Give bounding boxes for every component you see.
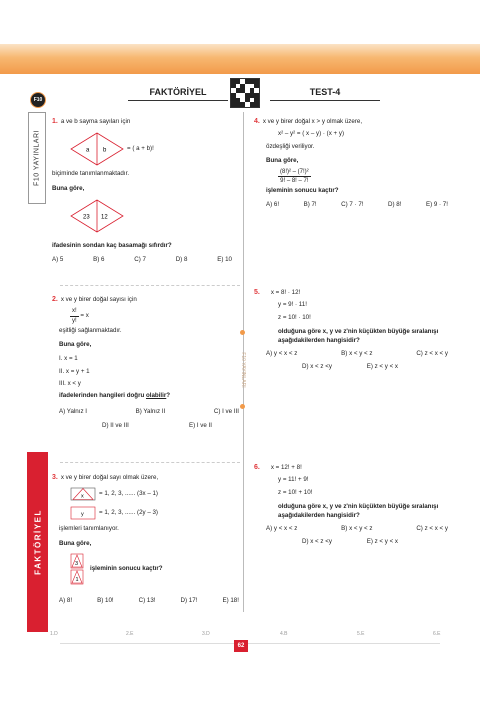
footer-line xyxy=(60,643,440,644)
svg-text:a: a xyxy=(86,147,90,154)
separator xyxy=(60,462,240,463)
option-b[interactable]: B) Yalnız II xyxy=(135,407,166,415)
rhombus-expression-icon xyxy=(70,199,124,233)
option-c[interactable]: C) z < x < y xyxy=(416,524,448,532)
fraction: $\frac{x!}{y!}$ xyxy=(72,308,77,324)
question-5: 5. x = 8! · 12! y = 9! · 11! z = 10! · 10! olduğuna göre x, y ve z'nin küçükten büyüğe sıralanışı aşağıdakilerden hangisidir? A) y < x < z B) x < y < z C) z < x < y D) x < z <y E) z < y < x xyxy=(254,289,448,371)
rhombus-operator-icon xyxy=(70,132,124,166)
svg-text:b: b xyxy=(103,147,107,154)
statement-2: II. x = y + 1 xyxy=(59,367,90,375)
question-3: 3. x ve y birer doğal sayı olmak üzere, x = 1, 2, 3, ...... (3x – 1) y = 1, 2, 3, ...... (2y – 3) işlemleri tanımlanıyor. Buna göre, 3 1 işleminin sonucu kaçtır? A) 8! B) 10! C) 13! D) 17! E) 18! xyxy=(52,474,239,605)
separator xyxy=(60,285,240,286)
side-topic-tab: FAKTÖRİYEL xyxy=(27,452,48,632)
option-e[interactable]: E) I ve II xyxy=(188,422,212,430)
svg-text:1: 1 xyxy=(75,577,79,584)
option-e[interactable]: E) z < y < x xyxy=(366,363,398,371)
option-e[interactable]: E) 9 · 7! xyxy=(425,201,448,209)
svg-text:x: x xyxy=(81,493,84,500)
svg-text:12: 12 xyxy=(101,214,108,221)
question-1: 1. a ve b sayma sayıları için a b = ( a + b)! biçiminde tanımlanmaktadır. Buna göre, 23 12 ifadesinin sondan kaç basamağı sıfırdır? A) 5 B) 6 C) 7 D) 8 E) 10 xyxy=(52,118,232,263)
option-e[interactable]: E) z < y < x xyxy=(366,538,398,546)
answer-key-3: 3.D xyxy=(202,631,210,637)
option-d[interactable]: D) II ve III xyxy=(102,422,129,430)
question-2: 2. x ve y birer doğal sayısı için $\frac{x!}{y!}$ = x eşitliği sağlanmaktadır. Buna göre, I. x = 1 II. x = y + 1 III. x < y ifadelerinden hangileri doğru olabilir? A) Yalnız I B) Yalnız II C) I ve III D) II ve III E) I ve II xyxy=(52,296,239,430)
answer-key-6: 6.E xyxy=(433,631,441,637)
nested-operator-icon xyxy=(70,553,84,585)
svg-text:3: 3 xyxy=(75,561,79,568)
answer-key-5: 5.E xyxy=(357,631,365,637)
center-publisher-mark: F10 YAYINLARI xyxy=(238,330,248,410)
question-4: 4. x ve y birer doğal x > y olmak üzere, x² – y² = ( x – y) · (x + y) özdeşliği veriliyor. Buna göre, $\frac{\text{(8!)² – (7!)²}}{9! - 8! - 7!}$ işleminin sonucu kaçtır? A) 6! B) 7! C) 7 · 7! D) 8! E) 9 · 7! xyxy=(254,118,448,209)
option-a[interactable]: A) Yalnız I xyxy=(59,407,87,415)
triangle-operator-icon xyxy=(70,487,96,501)
option-d[interactable]: D) x < z <y xyxy=(302,363,332,371)
answer-key-2: 2.E xyxy=(126,631,134,637)
option-d[interactable]: D) 17! xyxy=(180,597,198,605)
option-d[interactable]: D) x < z <y xyxy=(302,538,332,546)
option-a[interactable]: A) 8! xyxy=(59,597,73,605)
option-b[interactable]: B) 10! xyxy=(97,597,114,605)
option-e[interactable]: E) 18! xyxy=(222,597,239,605)
publisher-vertical-label: F10 YAYINLARI xyxy=(28,112,46,204)
page-title: FAKTÖRİYEL xyxy=(128,87,228,101)
option-e[interactable]: E) 10 xyxy=(217,255,232,263)
option-a[interactable]: A) 5 xyxy=(52,255,64,263)
top-color-band xyxy=(0,44,480,74)
svg-text:23: 23 xyxy=(83,214,90,221)
test-title: TEST-4 xyxy=(270,87,380,101)
answer-key-1: 1.D xyxy=(50,631,58,637)
option-d[interactable]: D) 8 xyxy=(175,255,188,263)
option-c[interactable]: C) 7 xyxy=(134,255,146,263)
option-c[interactable]: C) 13! xyxy=(138,597,156,605)
square-operator-icon xyxy=(70,506,96,520)
fraction: $\frac{\text{(8!)² – (7!)²}}{9! - 8! - 7!}$ xyxy=(280,168,309,184)
publisher-logo: F10 xyxy=(30,92,46,108)
option-a[interactable]: A) y < x < z xyxy=(266,524,298,532)
option-c[interactable]: C) z < x < y xyxy=(416,349,448,357)
page-number: 62 xyxy=(234,640,248,652)
option-d[interactable]: D) 8! xyxy=(388,201,402,209)
option-b[interactable]: B) 6 xyxy=(93,255,105,263)
option-a[interactable]: A) y < x < z xyxy=(266,349,298,357)
option-b[interactable]: B) 7! xyxy=(303,201,317,209)
answer-key-4: 4.B xyxy=(280,631,288,637)
option-c[interactable]: C) I ve III xyxy=(213,407,239,415)
option-b[interactable]: B) x < y < z xyxy=(341,524,373,532)
question-6: 6. x = 12! + 8! y = 11! + 9! z = 10! + 10! olduğuna göre x, y ve z'nin küçükten büyüğe sıralanışı aşağıdakilerden hangisidir? A) y < x < z B) x < y < z C) z < x < y D) x < z <y E) z < y < x xyxy=(254,464,448,546)
statement-3: III. x < y xyxy=(59,380,81,388)
svg-text:y: y xyxy=(81,511,84,518)
statement-1: I. x = 1 xyxy=(59,355,78,363)
option-b[interactable]: B) x < y < z xyxy=(341,349,373,357)
qr-code-icon xyxy=(230,78,260,108)
option-c[interactable]: C) 7 · 7! xyxy=(341,201,364,209)
option-a[interactable]: A) 6! xyxy=(266,201,280,209)
